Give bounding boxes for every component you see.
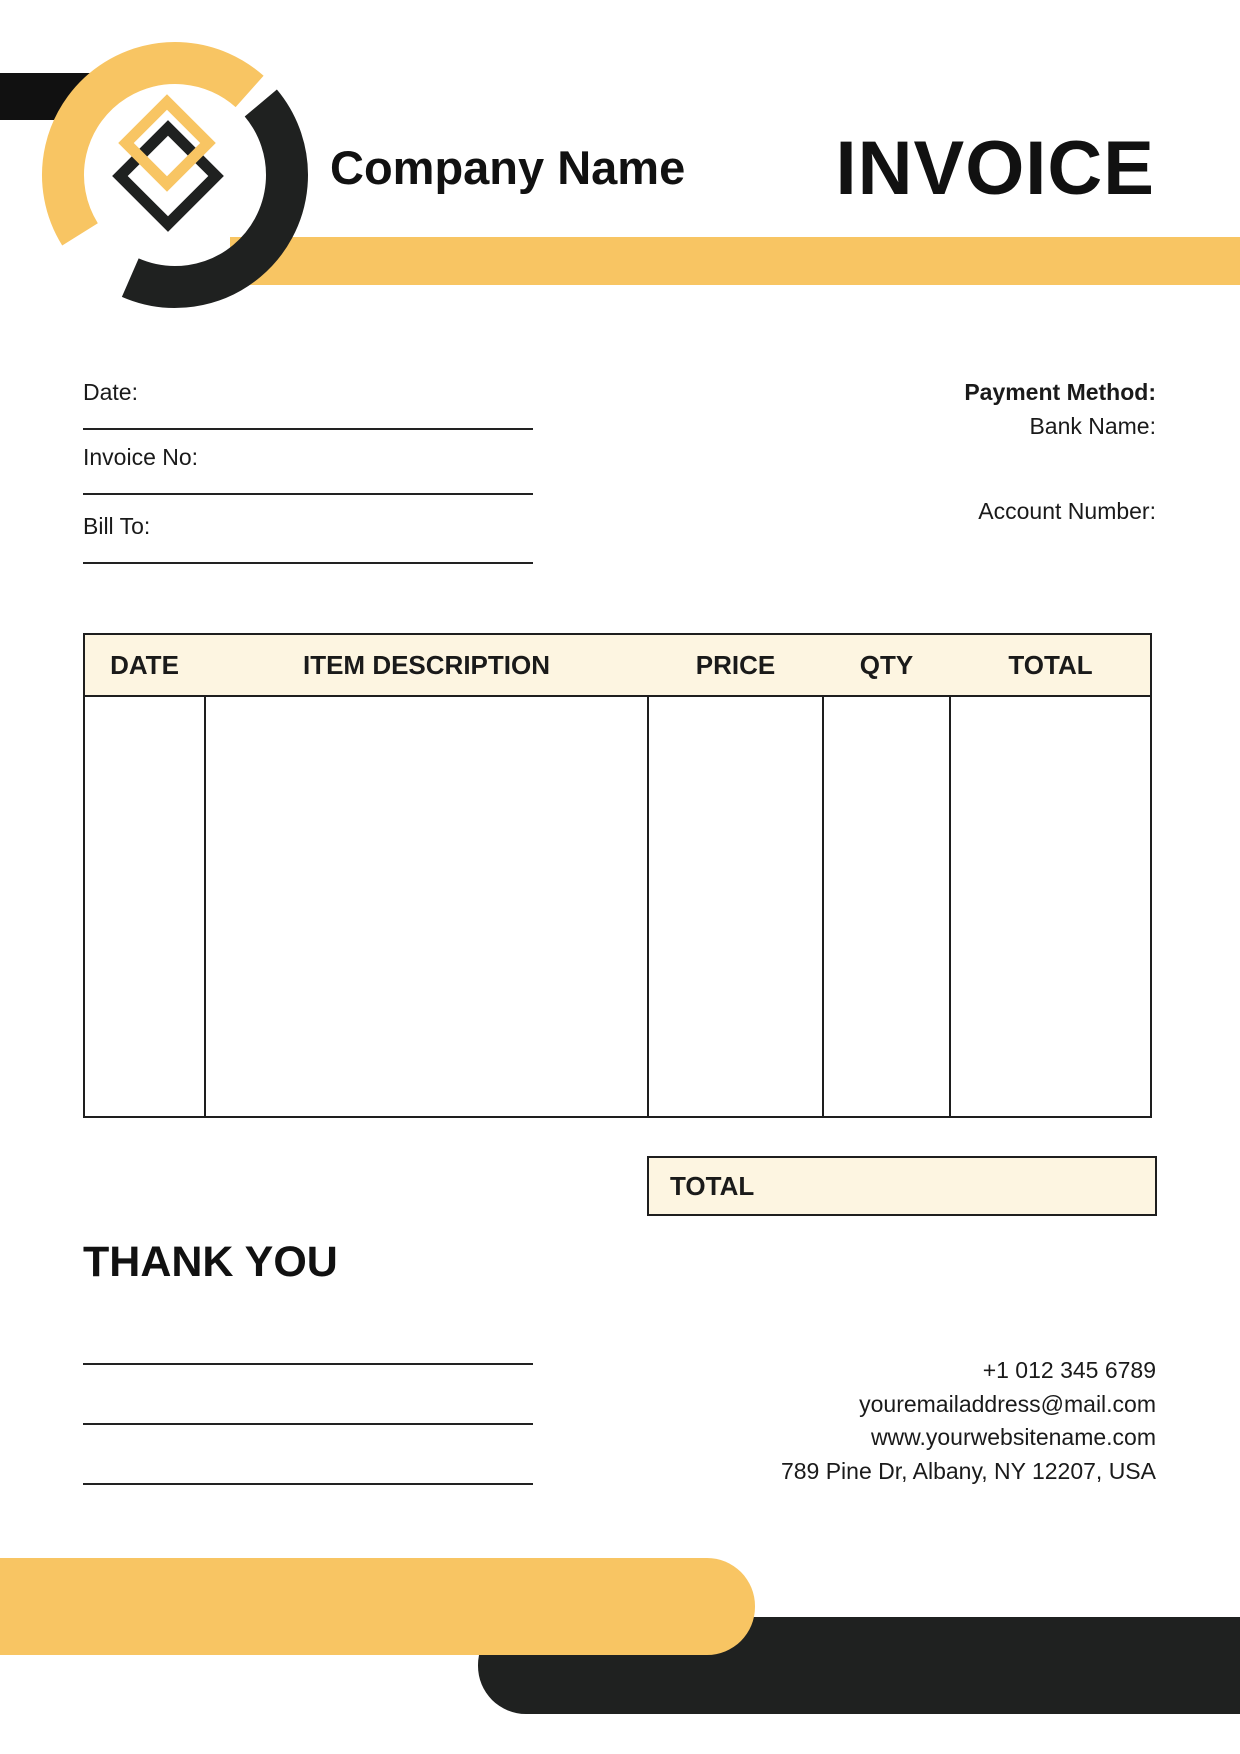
column-header-qty: QTY [859, 650, 914, 680]
company-name: Company Name [330, 141, 686, 194]
signature-line[interactable] [83, 1483, 533, 1485]
contact-address: 789 Pine Dr, Albany, NY 12207, USA [780, 1457, 1156, 1484]
items-table [83, 633, 1152, 1118]
table-header [85, 635, 1150, 697]
contact-email: youremailaddress@mail.com [859, 1390, 1156, 1417]
footer-yellow-band [0, 1558, 755, 1655]
column-header-price: PRICE [695, 650, 776, 680]
column-divider [822, 695, 824, 1116]
invoice-no-field[interactable] [83, 441, 533, 495]
account-number-label: Account Number: [978, 498, 1156, 524]
signature-line[interactable] [83, 1363, 533, 1365]
contact-block [781, 1354, 1156, 1488]
header-yellow-band [230, 237, 1240, 285]
invoice-no-label: Invoice No: [83, 444, 199, 470]
diamond-ring-logo-icon [30, 30, 320, 320]
thank-you-heading: THANK YOU [83, 1238, 338, 1286]
column-header-total: TOTAL [1008, 650, 1093, 680]
date-label: Date: [83, 379, 138, 405]
bill-to-field[interactable] [83, 510, 533, 564]
total-box[interactable] [647, 1156, 1157, 1216]
column-header-date: DATE [110, 650, 179, 680]
column-divider [647, 695, 649, 1116]
column-divider [204, 695, 206, 1116]
contact-website: www.yourwebsitename.com [870, 1424, 1156, 1450]
total-label: TOTAL [670, 1171, 755, 1201]
column-divider [949, 695, 951, 1116]
column-header-item-description: ITEM DESCRIPTION [302, 650, 550, 680]
signature-line[interactable] [83, 1423, 533, 1425]
invoice-title: INVOICE [835, 126, 1155, 211]
bank-name-label: Bank Name: [1029, 413, 1156, 439]
payment-method-heading: Payment Method: [964, 379, 1156, 405]
bill-to-label: Bill To: [83, 513, 151, 539]
date-field[interactable] [83, 376, 533, 430]
contact-phone: +1 012 345 6789 [982, 1357, 1156, 1383]
